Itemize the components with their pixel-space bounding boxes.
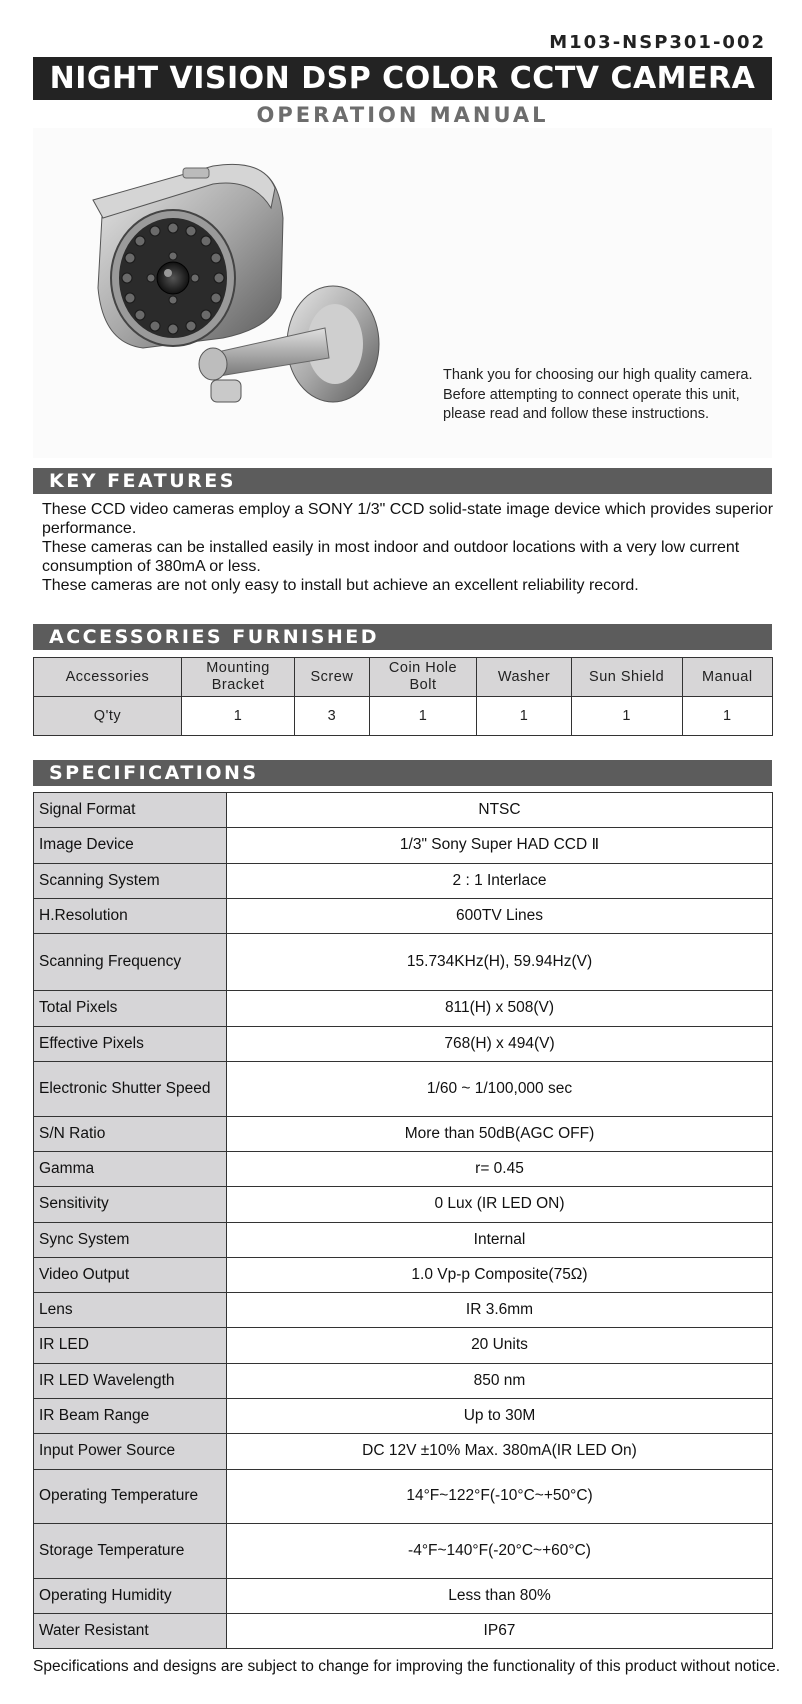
accessories-table bbox=[33, 657, 773, 736]
spec-row bbox=[34, 899, 773, 934]
feature-paragraph: These cameras can be installed easily in most indoor and outdoor locations with a very low current consumption of 380mA or less. bbox=[42, 539, 740, 575]
footer-note: Specifications and designs are subject to change for improving the functionality of this product without notice. bbox=[33, 1658, 781, 1675]
accessories-name-row bbox=[34, 658, 773, 697]
spec-row bbox=[34, 1223, 773, 1258]
intro-line: please read and follow these instructions. bbox=[443, 406, 709, 422]
spec-value: 1.0 Vp-p Composite(75Ω) bbox=[227, 1258, 773, 1293]
accessory-qty: 1 bbox=[571, 697, 682, 736]
page-subtitle: OPERATION MANUAL bbox=[256, 103, 549, 127]
spec-label: H.Resolution bbox=[34, 899, 227, 934]
spec-row bbox=[34, 1027, 773, 1062]
spec-value: IR 3.6mm bbox=[227, 1293, 773, 1328]
spec-value: More than 50dB(AGC OFF) bbox=[227, 1117, 773, 1152]
spec-label: Scanning System bbox=[34, 864, 227, 899]
spec-label: Operating Humidity bbox=[34, 1579, 227, 1614]
intro-text bbox=[443, 366, 773, 425]
accessory-name: Mounting Bracket bbox=[181, 658, 294, 697]
accessory-name: Screw bbox=[295, 658, 370, 697]
spec-label: Electronic Shutter Speed bbox=[34, 1062, 227, 1117]
spec-value: r= 0.45 bbox=[227, 1152, 773, 1187]
spec-row bbox=[34, 1470, 773, 1524]
cctv-camera-illustration bbox=[63, 148, 423, 448]
spec-value: Less than 80% bbox=[227, 1579, 773, 1614]
spec-row bbox=[34, 793, 773, 828]
spec-label: Input Power Source bbox=[34, 1434, 227, 1470]
qty-label: Q'ty bbox=[34, 697, 182, 736]
spec-row bbox=[34, 864, 773, 899]
spec-label: Effective Pixels bbox=[34, 1027, 227, 1062]
spec-label: Lens bbox=[34, 1293, 227, 1328]
feature-paragraph: These CCD video cameras employ a SONY 1/3" CCD solid-state image device which provides superior performance. bbox=[42, 501, 774, 537]
spec-row bbox=[34, 1364, 773, 1399]
spec-row bbox=[34, 991, 773, 1027]
feature-paragraph: These cameras are not only easy to install but achieve an excellent reliability record. bbox=[42, 577, 639, 594]
spec-label: Scanning Frequency bbox=[34, 934, 227, 991]
spec-value: 20 Units bbox=[227, 1328, 773, 1364]
spec-row bbox=[34, 1524, 773, 1579]
accessory-qty: 1 bbox=[477, 697, 571, 736]
spec-row bbox=[34, 1293, 773, 1328]
spec-label: Sync System bbox=[34, 1223, 227, 1258]
accessories-qty-row bbox=[34, 697, 773, 736]
page-title: NIGHT VISION DSP COLOR CCTV CAMERA bbox=[33, 57, 772, 100]
spec-row bbox=[34, 1579, 773, 1614]
spec-value: DC 12V ±10% Max. 380mA(IR LED On) bbox=[227, 1434, 773, 1470]
spec-row bbox=[34, 828, 773, 864]
spec-value: 0 Lux (IR LED ON) bbox=[227, 1187, 773, 1223]
spec-label: Storage Temperature bbox=[34, 1524, 227, 1579]
spec-label: IR LED bbox=[34, 1328, 227, 1364]
spec-value: 850 nm bbox=[227, 1364, 773, 1399]
accessory-qty: 1 bbox=[369, 697, 477, 736]
spec-label: Image Device bbox=[34, 828, 227, 864]
spec-row bbox=[34, 1614, 773, 1649]
spec-value: 600TV Lines bbox=[227, 899, 773, 934]
spec-row bbox=[34, 1328, 773, 1364]
spec-row bbox=[34, 1187, 773, 1223]
model-code: M103-NSP301-002 bbox=[549, 32, 766, 53]
spec-value: Internal bbox=[227, 1223, 773, 1258]
spec-row bbox=[34, 1399, 773, 1434]
accessories-label: Accessories bbox=[34, 658, 182, 697]
key-features-text bbox=[42, 500, 777, 595]
spec-label: Total Pixels bbox=[34, 991, 227, 1027]
intro-line: Before attempting to connect operate this unit, bbox=[443, 386, 740, 403]
accessory-qty: 3 bbox=[295, 697, 370, 736]
accessories-heading: ACCESSORIES FURNISHED bbox=[33, 624, 772, 650]
spec-label: IR Beam Range bbox=[34, 1399, 227, 1434]
spec-label: Water Resistant bbox=[34, 1614, 227, 1649]
hero-section bbox=[33, 128, 772, 458]
spec-label: Operating Temperature bbox=[34, 1470, 227, 1524]
spec-label: Signal Format bbox=[34, 793, 227, 828]
spec-label: Sensitivity bbox=[34, 1187, 227, 1223]
spec-value: Up to 30M bbox=[227, 1399, 773, 1434]
accessory-name: Sun Shield bbox=[571, 658, 682, 697]
spec-row bbox=[34, 1258, 773, 1293]
spec-value: 2 : 1 Interlace bbox=[227, 864, 773, 899]
accessory-qty: 1 bbox=[181, 697, 294, 736]
specifications-heading: SPECIFICATIONS bbox=[33, 760, 772, 786]
intro-line: Thank you for choosing our high quality camera. bbox=[443, 367, 753, 383]
spec-row bbox=[34, 1152, 773, 1187]
key-features-heading: KEY FEATURES bbox=[33, 468, 772, 494]
accessory-name: Manual bbox=[682, 658, 772, 697]
spec-value: 811(H) x 508(V) bbox=[227, 991, 773, 1027]
spec-row bbox=[34, 934, 773, 991]
spec-label: IR LED Wavelength bbox=[34, 1364, 227, 1399]
spec-row bbox=[34, 1117, 773, 1152]
spec-row bbox=[34, 1434, 773, 1470]
spec-value: 14°F~122°F(-10°C~+50°C) bbox=[227, 1470, 773, 1524]
spec-value: 1/3" Sony Super HAD CCD Ⅱ bbox=[227, 828, 773, 864]
spec-label: Video Output bbox=[34, 1258, 227, 1293]
spec-label: S/N Ratio bbox=[34, 1117, 227, 1152]
spec-value: NTSC bbox=[227, 793, 773, 828]
specifications-table bbox=[33, 792, 773, 1649]
spec-row bbox=[34, 1062, 773, 1117]
spec-value: -4°F~140°F(-20°C~+60°C) bbox=[227, 1524, 773, 1579]
accessory-qty: 1 bbox=[682, 697, 772, 736]
spec-value: 15.734KHz(H), 59.94Hz(V) bbox=[227, 934, 773, 991]
accessory-name: Washer bbox=[477, 658, 571, 697]
accessory-name: Coin Hole Bolt bbox=[369, 658, 477, 697]
spec-value: 1/60 ~ 1/100,000 sec bbox=[227, 1062, 773, 1117]
spec-value: 768(H) x 494(V) bbox=[227, 1027, 773, 1062]
spec-label: Gamma bbox=[34, 1152, 227, 1187]
spec-value: IP67 bbox=[227, 1614, 773, 1649]
